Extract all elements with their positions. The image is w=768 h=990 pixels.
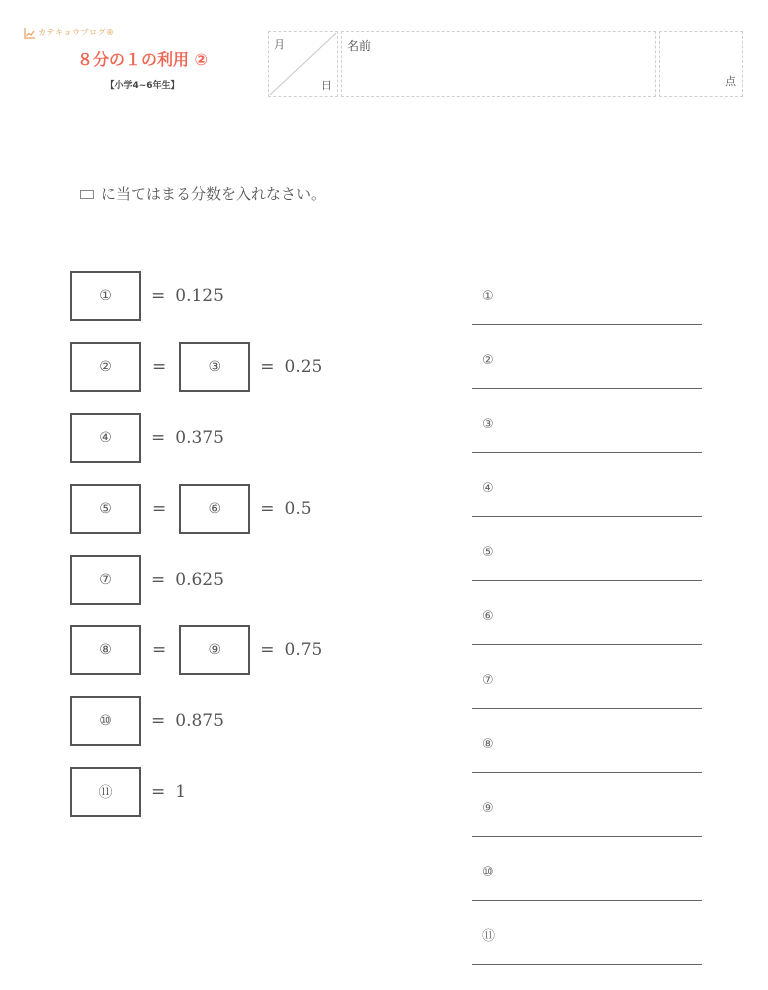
name-label: 名前 xyxy=(347,39,372,53)
answer-number: ⑪ xyxy=(482,929,496,944)
answer-line-3[interactable] xyxy=(472,389,702,453)
answer-box-9[interactable]: ⑨ xyxy=(179,625,250,675)
answer-box-1[interactable]: ① xyxy=(70,271,141,321)
answer-line-1[interactable] xyxy=(472,261,702,325)
score-field[interactable] xyxy=(659,31,743,97)
decimal-value: 0.375 xyxy=(175,428,224,448)
blank-box-icon xyxy=(80,190,94,199)
answer-number: ⑩ xyxy=(482,865,494,880)
equals-sign: = xyxy=(151,428,166,448)
score-label: 点 xyxy=(725,75,736,88)
answer-number: ④ xyxy=(482,481,494,496)
equals-sign: = xyxy=(151,711,166,731)
problem-row-3 xyxy=(70,413,224,463)
worksheet-title: ８分の１の利用 ② xyxy=(76,50,209,69)
chart-icon xyxy=(24,28,35,39)
instruction xyxy=(80,183,326,205)
answer-number: ② xyxy=(482,353,494,368)
decimal-value: 0.875 xyxy=(175,711,224,731)
answer-number: ③ xyxy=(482,417,494,432)
answer-line-8[interactable] xyxy=(472,709,702,773)
grade-label: 【小学4~6年生】 xyxy=(105,81,180,91)
answer-line-11[interactable] xyxy=(472,901,702,965)
answer-box-6[interactable]: ⑥ xyxy=(179,484,250,534)
equals-sign: = xyxy=(152,357,167,377)
decimal-value: 1 xyxy=(175,782,187,802)
answer-box-4[interactable]: ④ xyxy=(70,413,141,463)
answer-box-10[interactable]: ⑩ xyxy=(70,696,141,746)
answer-number: ⑥ xyxy=(482,609,494,624)
decimal-value: 0.5 xyxy=(284,499,312,519)
answer-number: ⑤ xyxy=(482,545,494,560)
equals-sign: = xyxy=(260,357,275,377)
problem-row-5 xyxy=(70,555,224,605)
answer-number: ⑨ xyxy=(482,801,494,816)
answer-number: ⑧ xyxy=(482,737,494,752)
day-label: 日 xyxy=(321,79,332,92)
problem-row-4 xyxy=(70,484,312,534)
decimal-value: 0.75 xyxy=(284,640,323,660)
date-field[interactable] xyxy=(268,31,338,97)
instruction-text: に当てはまる分数を入れなさい。 xyxy=(101,185,327,203)
equals-sign: = xyxy=(151,570,166,590)
equals-sign: = xyxy=(152,499,167,519)
answer-box-7[interactable]: ⑦ xyxy=(70,555,141,605)
answer-line-4[interactable] xyxy=(472,453,702,517)
answer-line-7[interactable] xyxy=(472,645,702,709)
answer-box-11[interactable]: ⑪ xyxy=(70,767,141,817)
equals-sign: = xyxy=(151,782,166,802)
answer-box-2[interactable]: ② xyxy=(70,342,141,392)
answer-box-5[interactable]: ⑤ xyxy=(70,484,141,534)
decimal-value: 0.625 xyxy=(175,570,224,590)
answer-line-6[interactable] xyxy=(472,581,702,645)
brand-logo xyxy=(24,27,115,39)
answer-number: ① xyxy=(482,289,494,304)
problem-row-1 xyxy=(70,271,224,321)
decimal-value: 0.25 xyxy=(284,357,323,377)
month-label: 月 xyxy=(274,38,285,51)
problem-row-6 xyxy=(70,625,322,675)
equals-sign: = xyxy=(260,640,275,660)
answer-line-10[interactable] xyxy=(472,837,702,901)
answer-line-5[interactable] xyxy=(472,517,702,581)
problem-row-7 xyxy=(70,696,224,746)
equals-sign: = xyxy=(151,286,166,306)
name-field[interactable] xyxy=(341,31,656,97)
equals-sign: = xyxy=(152,640,167,660)
answer-line-9[interactable] xyxy=(472,773,702,837)
problem-row-8 xyxy=(70,767,186,817)
answer-box-3[interactable]: ③ xyxy=(179,342,250,392)
answer-box-8[interactable]: ⑧ xyxy=(70,625,141,675)
problem-row-2 xyxy=(70,342,322,392)
answer-number: ⑦ xyxy=(482,673,494,688)
answer-line-2[interactable] xyxy=(472,325,702,389)
brand-name: カテキョウブログ® xyxy=(38,28,115,37)
equals-sign: = xyxy=(260,499,275,519)
decimal-value: 0.125 xyxy=(175,286,224,306)
